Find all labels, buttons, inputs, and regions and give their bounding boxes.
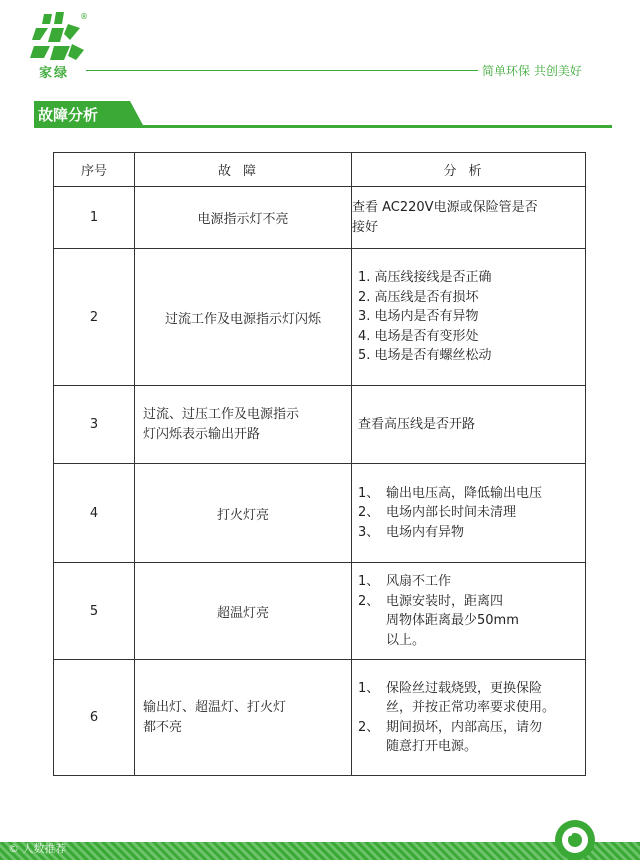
fault-cell: 过流工作及电源指示灯闪烁: [135, 249, 352, 386]
item-text: 保险丝过载烧毁，更换保险: [386, 680, 543, 696]
analysis-item: [352, 718, 585, 738]
analysis-cell: [352, 563, 586, 660]
fault-line: 输出灯、超温灯、打火灯: [143, 699, 287, 715]
analysis-line: 查看高压线是否开路: [358, 416, 476, 432]
fault-line: 过流、过压工作及电源指示: [143, 406, 300, 422]
table-row: [54, 660, 586, 776]
analysis-line: 查看 AC220V电源或保险管是否: [352, 199, 538, 215]
analysis-item: [352, 572, 585, 592]
fault-cell: 打火灯亮: [135, 464, 352, 563]
analysis-cell: [352, 660, 586, 776]
analysis-cell: [352, 187, 586, 249]
footer-band: [0, 842, 640, 860]
item-text: 输出电压高，降低输出电压: [386, 485, 543, 501]
row-number: 4: [54, 464, 135, 563]
analysis-item: [352, 679, 585, 699]
analysis-item: [352, 484, 585, 504]
row-number: 6: [54, 660, 135, 776]
header-fault: 故障: [135, 153, 352, 187]
item-number: 1、: [358, 574, 380, 589]
analysis-list: [352, 679, 585, 757]
slogan: 简单环保 共创美好: [482, 64, 582, 78]
fault-line: 灯闪烁表示输出开路: [143, 426, 261, 442]
section-underline: [34, 125, 612, 128]
fault-line: 都不亮: [143, 719, 183, 735]
item-text: 丝，并按正常功率要求使用。: [386, 700, 556, 715]
chameleon-logo-icon: [548, 814, 602, 860]
analysis-item: 1. 高压线接线是否正确: [358, 270, 492, 286]
table-row: [54, 386, 586, 464]
analysis-list: [352, 484, 585, 543]
analysis-cell: [352, 386, 586, 464]
item-number: [352, 611, 386, 631]
watermark: © 人数推荐: [8, 842, 67, 855]
item-text: 电场内部长时间未清理: [386, 505, 517, 521]
header-analysis: 分析: [352, 153, 586, 187]
fault-cell: [135, 660, 352, 776]
item-number: 1、: [358, 485, 380, 501]
item-text: 风扇不工作: [386, 574, 452, 589]
registered-mark: ®: [80, 12, 88, 21]
analysis-item: 2. 高压线是否有损坏: [358, 289, 479, 305]
table-header-row: [54, 153, 586, 187]
fault-cell: 超温灯亮: [135, 563, 352, 660]
section-title: 故障分析: [38, 106, 99, 124]
analysis-cell: [352, 249, 586, 386]
item-text: 周物体距离最少50mm: [386, 613, 519, 628]
analysis-item: 5. 电场是否有螺丝松动: [358, 348, 492, 364]
analysis-item: 3. 电场内是否有异物: [358, 309, 479, 325]
brand-name: 家绿: [39, 66, 70, 81]
analysis-item: [352, 737, 585, 757]
analysis-cell: [352, 464, 586, 563]
item-number: 2、: [358, 593, 380, 609]
analysis-list: [352, 268, 585, 366]
item-text: 电场内有异物: [386, 524, 465, 540]
analysis-item: [352, 631, 585, 651]
table-row: [54, 249, 586, 386]
item-number: 1、: [358, 680, 380, 696]
fault-cell: 电源指示灯不亮: [135, 187, 352, 249]
item-text: 以上。: [386, 632, 426, 648]
analysis-item: [352, 523, 585, 543]
table-row: [54, 563, 586, 660]
analysis-item: [352, 611, 585, 631]
item-number: 2、: [358, 719, 380, 735]
row-number: 2: [54, 249, 135, 386]
analysis-item: [352, 698, 585, 718]
item-text: 随意打开电源。: [386, 739, 478, 754]
analysis-item: [352, 503, 585, 523]
leaf-logo-icon: [30, 10, 86, 66]
item-number: [352, 631, 386, 651]
analysis-item: [352, 592, 585, 612]
analysis-item: 4. 电场是否有变形处: [358, 328, 479, 344]
table-row: [54, 464, 586, 563]
item-text: 期间损坏，内部高压，请勿: [386, 719, 543, 735]
analysis-line: 接好: [352, 219, 379, 235]
row-number: 1: [54, 187, 135, 249]
table-row: [54, 187, 586, 249]
fault-cell: [135, 386, 352, 464]
item-number: [352, 737, 386, 757]
header-num: 序号: [54, 153, 135, 187]
fault-analysis-table: [53, 152, 586, 776]
row-number: 5: [54, 563, 135, 660]
item-text: 电源安装时，距离四: [386, 593, 504, 609]
analysis-list: [352, 572, 585, 650]
header-divider: [86, 70, 478, 71]
item-number: 2、: [358, 505, 380, 521]
item-number: [352, 698, 386, 718]
item-number: 3、: [358, 524, 380, 540]
row-number: 3: [54, 386, 135, 464]
